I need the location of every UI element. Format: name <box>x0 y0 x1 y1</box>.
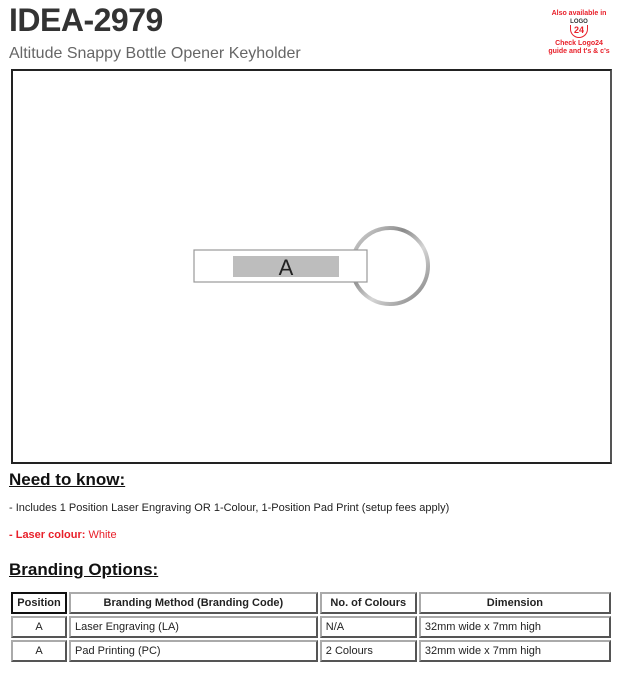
branding-options-heading: Branding Options: <box>9 560 159 579</box>
logo24-badge-text: LOGO <box>570 19 588 25</box>
laser-colour-label: - Laser colour: <box>9 529 86 541</box>
product-name: Altitude Snappy Bottle Opener Keyholder <box>9 45 301 62</box>
logo24-line2: Check Logo24 <box>555 40 603 47</box>
cell-position: A <box>11 616 67 638</box>
logo24-badge-number: 24 <box>570 25 588 38</box>
cell-colours: N/A <box>320 616 417 638</box>
branding-options-table <box>9 590 613 664</box>
col-header-position: Position <box>11 592 67 614</box>
cell-method: Laser Engraving (LA) <box>69 616 318 638</box>
product-code: IDEA-2979 <box>9 2 163 38</box>
col-header-dimension: Dimension <box>419 592 611 614</box>
keyholder-illustration <box>13 71 610 462</box>
cell-dimension: 32mm wide x 7mm high <box>419 640 611 662</box>
col-header-method: Branding Method (Branding Code) <box>69 592 318 614</box>
cell-position: A <box>11 640 67 662</box>
print-area-label: A <box>278 255 294 280</box>
logo24-badge-icon <box>568 19 590 39</box>
laser-colour-value: White <box>88 529 117 541</box>
cell-method: Pad Printing (PC) <box>69 640 318 662</box>
need-to-know-item: - Includes 1 Position Laser Engraving OR 1-Colour, 1-Position Pad Print (setup fees apply) <box>9 502 450 514</box>
col-header-colours: No. of Colours <box>320 592 417 614</box>
need-to-know-heading: Need to know: <box>9 470 126 489</box>
product-image-frame <box>11 69 612 464</box>
logo24-line1: Also available in <box>551 10 607 17</box>
logo24-notice <box>540 10 618 56</box>
laser-colour-note <box>9 529 117 541</box>
cell-dimension: 32mm wide x 7mm high <box>419 616 611 638</box>
cell-colours: 2 Colours <box>320 640 417 662</box>
table-row <box>11 640 611 662</box>
table-header-row <box>11 592 611 614</box>
table-row <box>11 616 611 638</box>
logo24-line3: guide and t's & c's <box>548 48 610 55</box>
